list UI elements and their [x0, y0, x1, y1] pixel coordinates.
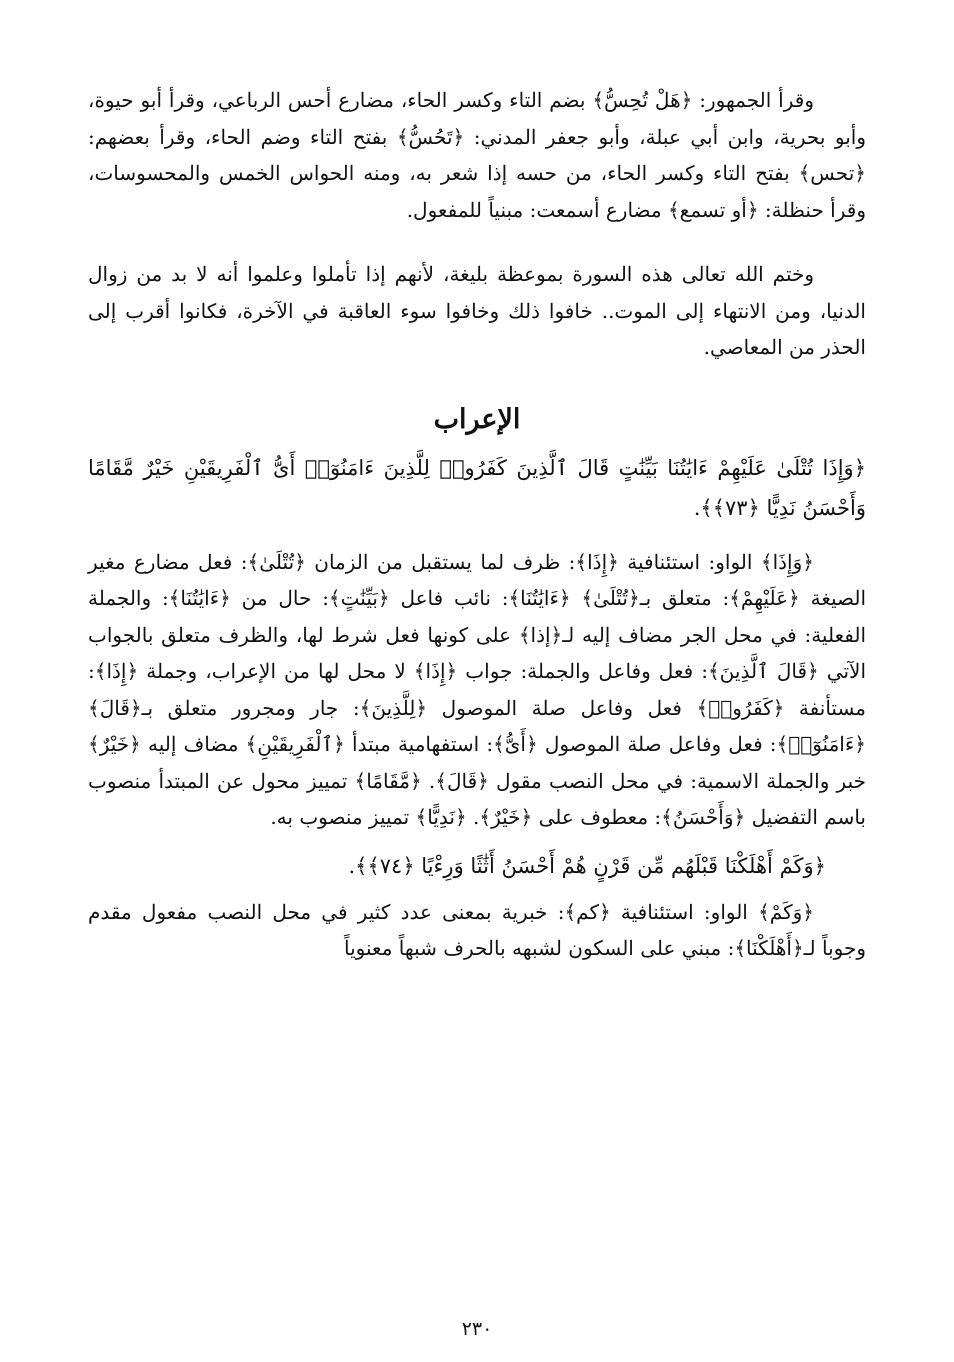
quran-verse-73: ﴿وَإِذَا تُتْلَىٰ عَلَيْهِمْ ءَايَٰتُنَا بَيِّنَٰتٍ قَالَ ٱلَّذِينَ كَفَرُوا۟ لِلَّذِينَ ءَامَنُوٓا۟ أَىُّ ٱلْفَرِيقَيْنِ خَيْرٌ مَّقَامًا وَأَحْسَنُ نَدِيًّا ﴿٧٣﴾﴾.: [88, 455, 866, 520]
section-heading-irab: الإعراب: [433, 403, 521, 435]
paragraph-conclusion: وختم الله تعالى هذه السورة بموعظة بليغة، لأنهم إذا تأملوا وعلموا أنه لا بد من زوال الدنيا، ومن الانتهاء إلى الموت.. خافوا ذلك وخافوا سوء العاقبة في الآخرة، فكانوا أقرب إلى الحذر من المعاصي.: [88, 262, 866, 359]
page-number: ٢٣٠: [461, 1318, 493, 1340]
paragraph-irab-verse-74: ﴿وَكَمْ﴾ الواو: استئنافية ﴿كم﴾: خبرية بمعنى عدد كثير في محل النصب مفعول مقدم وجوباً لـ﴿أَهْلَكْنَا﴾: مبني على السكون لشبهه بالحرف شبهاً معنوياً: [88, 899, 866, 960]
paragraph-qiraat: وقرأ الجمهور: ﴿هَلْ تُحِسُّ﴾ بضم التاء وكسر الحاء، مضارع أحس الرباعي، وقرأ أبو حيوة، وأبو بحرية، وابن أبي عبلة، وأبو جعفر المدني: ﴿تَحُسُّ﴾ بفتح التاء وضم الحاء، وقرأ بعضهم: ﴿تحس﴾ بفتح التاء وكسر الحاء، من حسه إذا شعر به، ومنه الحواس الخمس والمحسوسات، وقرأ حنظلة: ﴿أو تسمع﴾ مضارع أسمعت: مبنياً للمفعول.: [88, 88, 866, 222]
quran-verse-74: ﴿وَكَمْ أَهْلَكْنَا قَبْلَهُم مِّن قَرْنٍ هُمْ أَحْسَنُ أَثَٰثًا وَرِءْيًا ﴿٧٤﴾﴾.: [348, 853, 826, 878]
document-page: [88, 76, 866, 1296]
paragraph-irab-verse-73: ﴿وَإِذَا﴾ الواو: استئنافية ﴿إِذَا﴾: ظرف لما يستقبل من الزمان ﴿تُتْلَىٰ﴾: فعل مضارع مغير الصيغة ﴿عَلَيْهِمْ﴾: متعلق بـ﴿تُتْلَىٰ﴾ ﴿ءَايَٰتُنَا﴾: نائب فاعل ﴿بَيِّنَٰتٍ﴾: حال من ﴿ءَايَٰتُنَا﴾: والجملة الفعلية: في محل الجر مضاف إليه لـ﴿إذا﴾ على كونها فعل شرط لها، والظرف متعلق بالجواب الآتي ﴿قَالَ ٱلَّذِينَ﴾: فعل وفاعل والجملة: جواب ﴿إِذَا﴾ لا محل لها من الإعراب، وجملة ﴿إِذَا﴾: مستأنفة ﴿كَفَرُوا۟﴾ فعل وفاعل صلة الموصول ﴿لِلَّذِينَ﴾: جار ومجرور متعلق بـ﴿قَالَ﴾ ﴿ءَامَنُوٓا۟﴾: فعل وفاعل صلة الموصول ﴿أَىُّ﴾: استفهامية مبتدأ ﴿ٱلْفَرِيقَيْنِ﴾ مضاف إليه ﴿خَيْرٌ﴾ خبر والجملة الاسمية: في محل النصب مقول ﴿قَالَ﴾. ﴿مَّقَامًا﴾ تمييز محول عن المبتدأ منصوب باسم التفضيل ﴿وَأَحْسَنُ﴾: معطوف على ﴿خَيْرٌ﴾. ﴿نَدِيًّا﴾ تمييز منصوب به.: [88, 549, 866, 829]
